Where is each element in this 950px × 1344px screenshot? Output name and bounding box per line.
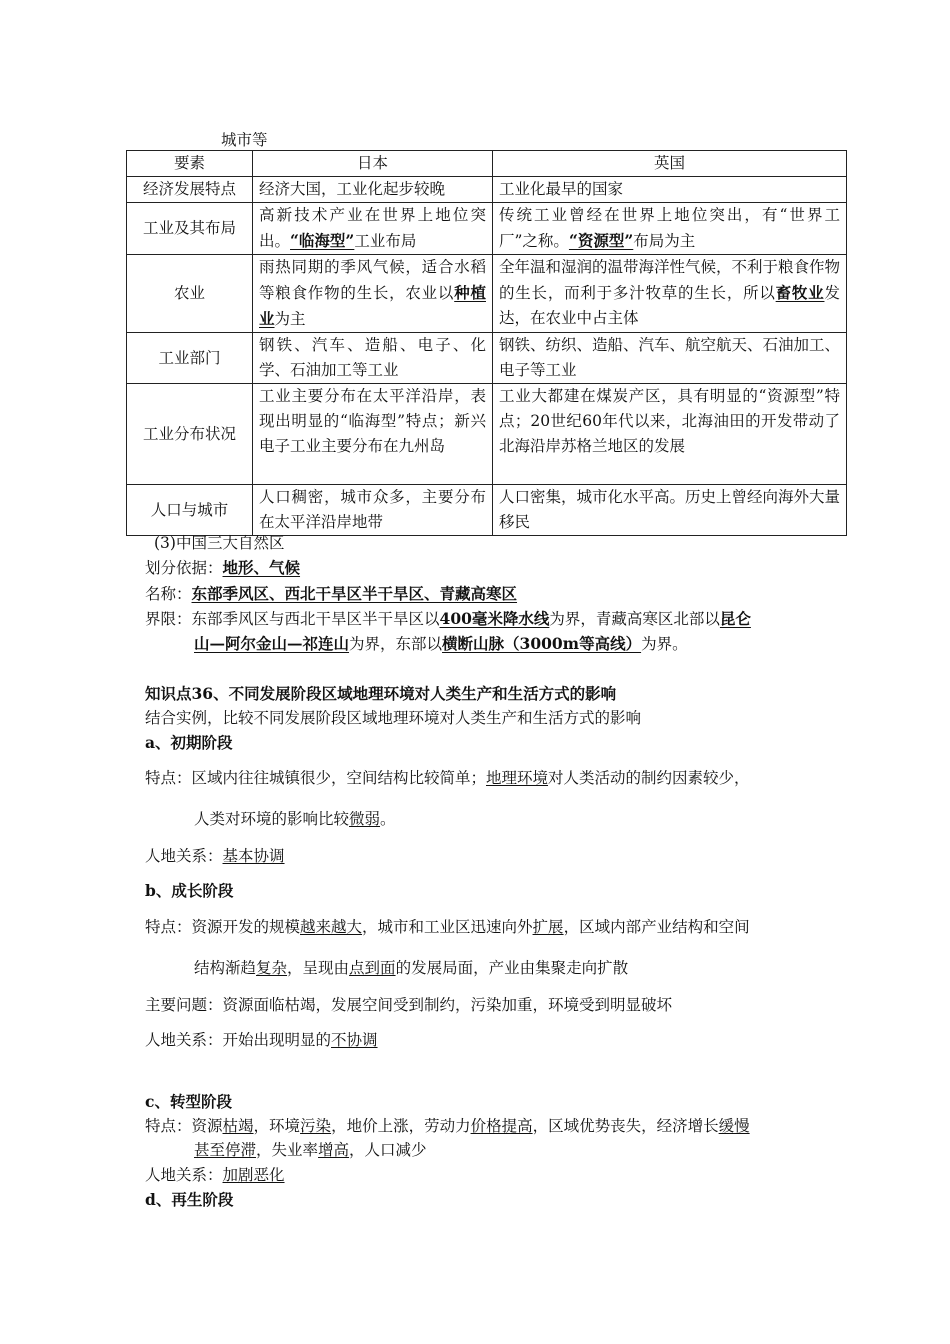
text-run: 为界，青藏高寒区北部以 [549,610,720,628]
text-run: 人地关系：开始出现明显的 [145,1031,332,1049]
text-run: 工业化最早的国家 [499,180,624,198]
japan-cell [253,333,493,384]
stage-b-title: b、成长阶段 [145,881,234,900]
japan-cell [253,203,493,255]
emphasized-text: 枯竭 [222,1117,254,1135]
text-run: 东部季风区与西北干旱区半干旱区以 [191,610,440,628]
emphasized-text: 畜牧业 [775,283,825,302]
emphasized-text: 污染 [300,1117,332,1135]
uk-cell [493,384,847,485]
emphasized-text: “临海型” [290,231,355,250]
row-key: 工业分布状况 [127,384,253,485]
text-run: 结构渐趋 [194,959,257,977]
text-run: ，失业率 [256,1141,319,1159]
emphasized-text: 种植业 [259,283,486,328]
text-run: 为界。 [641,635,688,653]
text-run: ，区域内部产业结构和空间 [563,918,750,936]
row-key: 工业及其布局 [127,203,253,255]
text-run: 高新技术产业在世界上地位突出。 [259,206,486,250]
text-run: 特点：资源 [145,1117,223,1135]
text-run: 。 [380,810,396,828]
emphasized-text: 山—阿尔金山—祁连山 [194,634,350,653]
emphasized-text: 缓慢 [718,1117,750,1135]
row-key: 工业部门 [127,333,253,384]
table-row [127,384,847,485]
emphasized-text: “资源型” [568,231,634,250]
japan-cell [253,384,493,485]
japan-uk-comparison-table [126,150,847,536]
stage-a-feature-line-2 [194,807,396,829]
emphasized-text: 昆仑 [719,609,751,628]
text-run: 发达，在农业中占主体 [499,284,840,327]
stage-a-relation [145,844,285,866]
text-run: 人口密集，城市化水平高。历史上曾经向海外大量移民 [499,488,841,531]
emphasized-text: 点到面 [349,959,396,977]
text-run: 人地关系： [145,847,223,865]
text-run: ，区域优势丧失，经济增长 [532,1117,719,1135]
text-run: 工业大都建在煤炭产区，具有明显的“资源型”特点；20世纪60年代以来，北海油田的开发带动了北海沿岸苏格兰地区的发展 [499,387,840,455]
uk-cell [493,485,847,536]
text-run: 的发展局面，产业由集聚走向扩散 [395,959,629,977]
text-run: ，人口减少 [349,1141,427,1159]
header-factor: 要素 [127,151,253,177]
text-run: 特点：区域内往往城镇很少，空间结构比较简单； [145,769,487,787]
row-key: 人口与城市 [127,485,253,536]
text-run: 工业主要分布在太平洋沿岸，表现出明显的“临海型”特点；新兴电子工业主要分布在九州岛 [259,387,486,455]
text-run: 主要问题：资源面临枯竭，发展空间受到制约，污染加重，环境受到明显破坏 [145,996,673,1014]
text-run: ，地价上涨，劳动力 [331,1117,471,1135]
knowledge-point-subtitle: 结合实例，比较不同发展阶段区域地理环境对人类生产和生活方式的影响 [145,709,642,727]
stage-d-title: d、再生阶段 [145,1190,234,1209]
text-run: 人类对环境的影响比较 [194,810,350,828]
knowledge-point-title: 知识点36、不同发展阶段区域地理环境对人类生产和生活方式的影响 [145,684,617,703]
table-row [127,333,847,384]
emphasized-text: 增高 [318,1141,350,1159]
japan-cell [253,177,493,203]
text-run: 人地关系： [145,1166,223,1184]
zone-names [145,582,517,604]
stage-b-feature-line-1 [145,915,750,937]
emphasized-text: 复杂 [256,959,288,977]
table-row [127,255,847,333]
emphasized-text: 横断山脉（3000m等高线） [442,634,642,653]
header-uk: 英国 [493,151,847,177]
text-run: 传统工业曾经在世界上地位突出，有“世界工厂”之称。 [499,206,840,250]
stage-a-feature-line-1 [145,766,750,788]
emphasized-text: 扩展 [532,918,564,936]
uk-cell [493,255,847,333]
uk-cell [493,333,847,384]
boundary-line-1 [145,607,751,629]
division-basis [145,556,300,578]
uk-cell [493,177,847,203]
stage-c-feature-line-2 [194,1138,427,1160]
text-run: ，城市和工业区迅速向外 [362,918,533,936]
emphasized-text: 越来越大 [300,918,363,936]
emphasized-text: 加剧恶化 [222,1166,285,1184]
row-key: 农业 [127,255,253,333]
table-row [127,203,847,255]
names-value: 东部季风区、西北干旱区半干旱区、青藏高寒区 [191,584,518,603]
emphasized-text: 不协调 [331,1031,378,1049]
text-run: ，呈现由 [287,959,350,977]
intro-fragment: 城市等 [221,131,268,149]
japan-cell [253,485,493,536]
row-key: 经济发展特点 [127,177,253,203]
japan-cell [253,255,493,333]
stage-b-relation [145,1028,378,1050]
text-run: ，环境 [253,1117,301,1135]
text-run: 雨热同期的季风气候，适合水稻等粮食作物的生长，农业以 [259,258,486,302]
stage-c-title: c、转型阶段 [145,1092,232,1111]
emphasized-text: 基本协调 [222,847,285,865]
emphasized-text: 价格提高 [470,1117,533,1135]
section-heading-china-zones: (3)中国三大自然区 [154,534,285,552]
text-run: 人口稠密，城市众多，主要分布在太平洋沿岸地带 [259,488,486,531]
text-run: 全年温和湿润的温带海洋性气候，不利于粮食作物的生长，而利于多汁牧草的生长，所以 [499,258,841,302]
stage-c-relation [145,1163,285,1185]
text-run: 工业布局 [354,232,417,250]
basis-label: 划分依据： [145,559,223,577]
names-label: 名称： [145,585,192,603]
stage-b-problem [145,993,672,1015]
header-japan: 日本 [253,151,493,177]
text-run: 钢铁、纺织、造船、汽车、航空航天、石油加工、电子等工业 [499,336,841,379]
emphasized-text: 微弱 [349,810,381,828]
text-run: 钢铁、汽车、造船、电子、化学、石油加工等工业 [259,336,486,379]
table-row [127,485,847,536]
table-header-row [127,151,847,177]
boundary-text [192,610,751,628]
emphasized-text: 地理环境 [486,769,549,787]
stage-a-title: a、初期阶段 [145,733,233,752]
text-run: 为主 [274,310,306,328]
text-run: 布局为主 [633,232,696,250]
text-run: 经济大国，工业化起步较晚 [259,180,446,198]
text-run: 为界，东部以 [349,635,443,653]
emphasized-text: 400毫米降水线 [439,609,550,628]
basis-value: 地形、气候 [222,558,301,577]
stage-c-feature-line-1 [145,1114,750,1136]
boundary-label: 界限： [145,610,192,628]
text-run: 对人类活动的制约因素较少， [548,769,750,787]
stage-b-feature-line-2 [194,956,628,978]
table-row [127,177,847,203]
uk-cell [493,203,847,255]
boundary-line-2 [194,632,688,654]
text-run: 特点：资源开发的规模 [145,918,301,936]
emphasized-text: 甚至停滞 [194,1141,257,1159]
